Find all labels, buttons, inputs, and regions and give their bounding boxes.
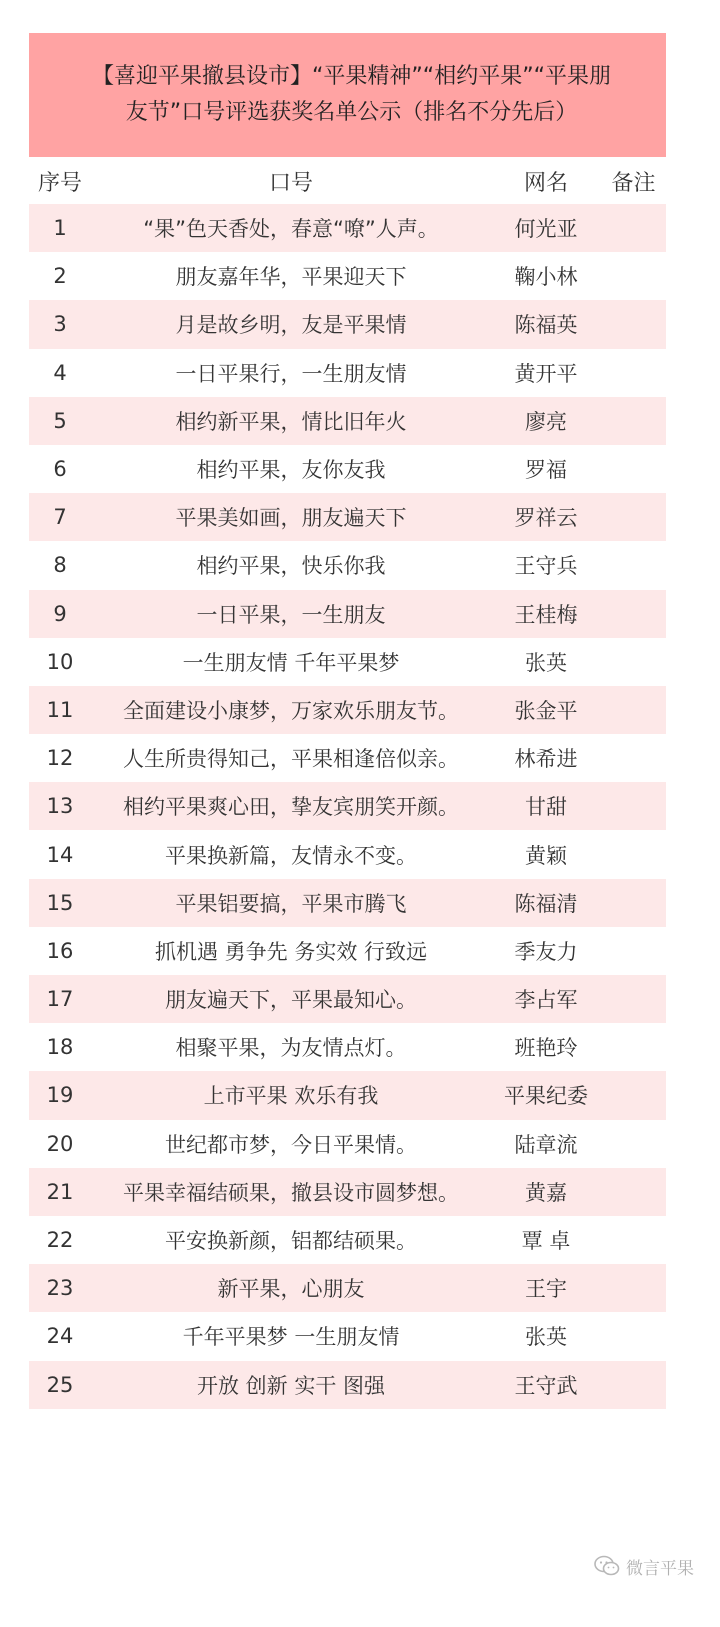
row-seq: 7 — [53, 505, 67, 530]
table-row — [29, 1071, 666, 1119]
row-name: 陈福清 — [514, 891, 578, 916]
row-name: 罗祥云 — [514, 506, 578, 531]
table-row — [29, 638, 666, 686]
table-row — [29, 1312, 666, 1360]
row-note — [601, 1361, 666, 1409]
table-row — [29, 1216, 666, 1264]
row-name: 林希进 — [514, 747, 578, 772]
row-note — [601, 638, 666, 686]
row-seq: 15 — [46, 890, 74, 915]
row-note — [601, 782, 666, 830]
row-name: 班艳玲 — [514, 1036, 578, 1061]
row-name: 陆章流 — [514, 1132, 578, 1157]
row-seq: 5 — [53, 408, 67, 433]
row-slogan: 新平果，心朋友 — [217, 1277, 365, 1302]
row-name: 平果纪委 — [504, 1084, 588, 1109]
table-row — [29, 204, 666, 252]
table-row — [29, 734, 666, 782]
row-name: 张英 — [525, 650, 567, 675]
row-name: 廖亮 — [525, 409, 567, 434]
row-name: 张金平 — [514, 698, 578, 723]
row-seq: 10 — [46, 649, 74, 674]
table-row — [29, 1168, 666, 1216]
title-line-1: 【喜迎平果撤县设市】“平果精神”“相约平果”“平果朋 — [92, 64, 611, 89]
row-name: 陈福英 — [514, 313, 578, 338]
row-seq: 21 — [46, 1179, 74, 1204]
row-note — [601, 927, 666, 975]
account-watermark — [594, 1553, 694, 1579]
row-name: 王守兵 — [514, 554, 578, 579]
row-slogan: 开放 创新 实干 图强 — [196, 1373, 386, 1398]
row-slogan: 平果美如画，朋友遍天下 — [175, 506, 407, 531]
row-seq: 23 — [46, 1276, 74, 1301]
row-note — [601, 204, 666, 252]
row-name: 王守武 — [514, 1373, 578, 1398]
row-name: 黄嘉 — [525, 1180, 567, 1205]
row-slogan: 平果幸福结硕果，撤县设市圆梦想。 — [123, 1180, 459, 1205]
row-note — [601, 541, 666, 589]
row-seq: 4 — [53, 360, 67, 385]
title-line-2: 友节”口号评选获奖名单公示（排名不分先后） — [125, 100, 578, 125]
row-slogan: 一生朋友情 千年平果梦 — [182, 650, 400, 675]
row-seq: 17 — [46, 987, 74, 1012]
row-note — [601, 590, 666, 638]
row-seq: 13 — [46, 794, 74, 819]
row-seq: 9 — [53, 601, 67, 626]
row-name: 何光亚 — [514, 217, 578, 242]
row-note — [601, 300, 666, 348]
row-note — [601, 1023, 666, 1071]
row-seq: 16 — [46, 938, 74, 963]
row-name: 黄颖 — [525, 843, 567, 868]
row-note — [601, 1120, 666, 1168]
row-slogan: 一日平果，一生朋友 — [196, 602, 386, 627]
row-seq: 20 — [46, 1131, 74, 1156]
row-name: 覃 卓 — [521, 1229, 571, 1254]
table-row — [29, 445, 666, 493]
row-note — [601, 1216, 666, 1264]
row-note — [601, 686, 666, 734]
row-slogan: 全面建设小康梦，万家欢乐朋友节。 — [123, 698, 459, 723]
table-row — [29, 590, 666, 638]
header-seq: 序号 — [37, 170, 82, 196]
row-slogan: 月是故乡明，友是平果情 — [175, 313, 407, 338]
header-name: 网名 — [523, 170, 568, 196]
row-note — [601, 252, 666, 300]
row-slogan: 上市平果 欢乐有我 — [203, 1084, 379, 1109]
table-row — [29, 975, 666, 1023]
table-row — [29, 686, 666, 734]
row-name: 黄开平 — [514, 361, 578, 386]
row-name: 季友力 — [514, 939, 578, 964]
wechat-icon — [594, 1555, 620, 1577]
row-name: 甘甜 — [525, 795, 567, 820]
table-row — [29, 493, 666, 541]
row-seq: 1 — [53, 216, 67, 241]
row-slogan: 朋友遍天下，平果最知心。 — [165, 988, 417, 1013]
row-slogan: 平果换新篇，友情永不变。 — [165, 843, 417, 868]
row-note — [601, 975, 666, 1023]
row-seq: 14 — [46, 842, 74, 867]
row-name: 罗福 — [525, 458, 567, 483]
announcement-title — [29, 33, 666, 157]
header-note: 备注 — [611, 170, 656, 196]
row-note — [601, 493, 666, 541]
row-note — [601, 1168, 666, 1216]
row-name: 张英 — [525, 1325, 567, 1350]
row-slogan: 世纪都市梦，今日平果情。 — [165, 1132, 417, 1157]
row-slogan: 相约平果，友你友我 — [196, 458, 386, 483]
row-slogan: 抓机遇 勇争先 务实效 行致远 — [154, 939, 428, 964]
table-row — [29, 1023, 666, 1071]
row-seq: 12 — [46, 746, 74, 771]
row-slogan: 相聚平果，为友情点灯。 — [175, 1036, 407, 1061]
row-note — [601, 349, 666, 397]
row-slogan: 平安换新颜，铝都结硕果。 — [165, 1229, 417, 1254]
row-name: 李占军 — [514, 988, 578, 1013]
row-seq: 3 — [53, 312, 67, 337]
table-header — [29, 159, 666, 203]
row-slogan: 人生所贵得知己，平果相逢倍似亲。 — [123, 747, 459, 772]
row-note — [601, 734, 666, 782]
table-row — [29, 830, 666, 878]
table-row — [29, 349, 666, 397]
row-slogan: 朋友嘉年华，平果迎天下 — [175, 265, 407, 290]
watermark-text: 微言平果 — [626, 1558, 694, 1579]
header-slogan: 口号 — [268, 170, 313, 196]
table-row — [29, 1264, 666, 1312]
row-seq: 24 — [46, 1324, 74, 1349]
row-slogan: 相约平果爽心田，挚友宾朋笑开颜。 — [123, 795, 459, 820]
table-row — [29, 879, 666, 927]
winners-table — [29, 204, 666, 1409]
row-slogan: 一日平果行，一生朋友情 — [175, 361, 407, 386]
row-slogan: 平果铝要搞，平果市腾飞 — [175, 891, 407, 916]
table-row — [29, 541, 666, 589]
row-note — [601, 1264, 666, 1312]
row-seq: 19 — [46, 1083, 74, 1108]
row-slogan: 相约平果，快乐你我 — [196, 554, 386, 579]
row-note — [601, 1312, 666, 1360]
row-seq: 11 — [46, 697, 74, 722]
row-seq: 18 — [46, 1035, 74, 1060]
row-name: 王宇 — [525, 1277, 567, 1302]
row-seq: 2 — [53, 264, 67, 289]
row-seq: 22 — [46, 1228, 74, 1253]
row-note — [601, 1071, 666, 1119]
row-seq: 6 — [53, 457, 67, 482]
row-note — [601, 397, 666, 445]
row-slogan: “果”色天香处，春意“嘹”人声。 — [143, 217, 439, 242]
table-row — [29, 782, 666, 830]
table-row — [29, 252, 666, 300]
row-note — [601, 445, 666, 493]
row-seq: 25 — [46, 1372, 74, 1397]
table-row — [29, 1361, 666, 1409]
table-row — [29, 1120, 666, 1168]
table-row — [29, 927, 666, 975]
table-row — [29, 397, 666, 445]
row-name: 鞠小林 — [514, 265, 578, 290]
row-note — [601, 830, 666, 878]
row-name: 王桂梅 — [514, 602, 578, 627]
table-row — [29, 300, 666, 348]
row-seq: 8 — [53, 553, 67, 578]
row-slogan: 千年平果梦 一生朋友情 — [182, 1325, 400, 1350]
row-note — [601, 879, 666, 927]
row-slogan: 相约新平果，情比旧年火 — [175, 409, 407, 434]
